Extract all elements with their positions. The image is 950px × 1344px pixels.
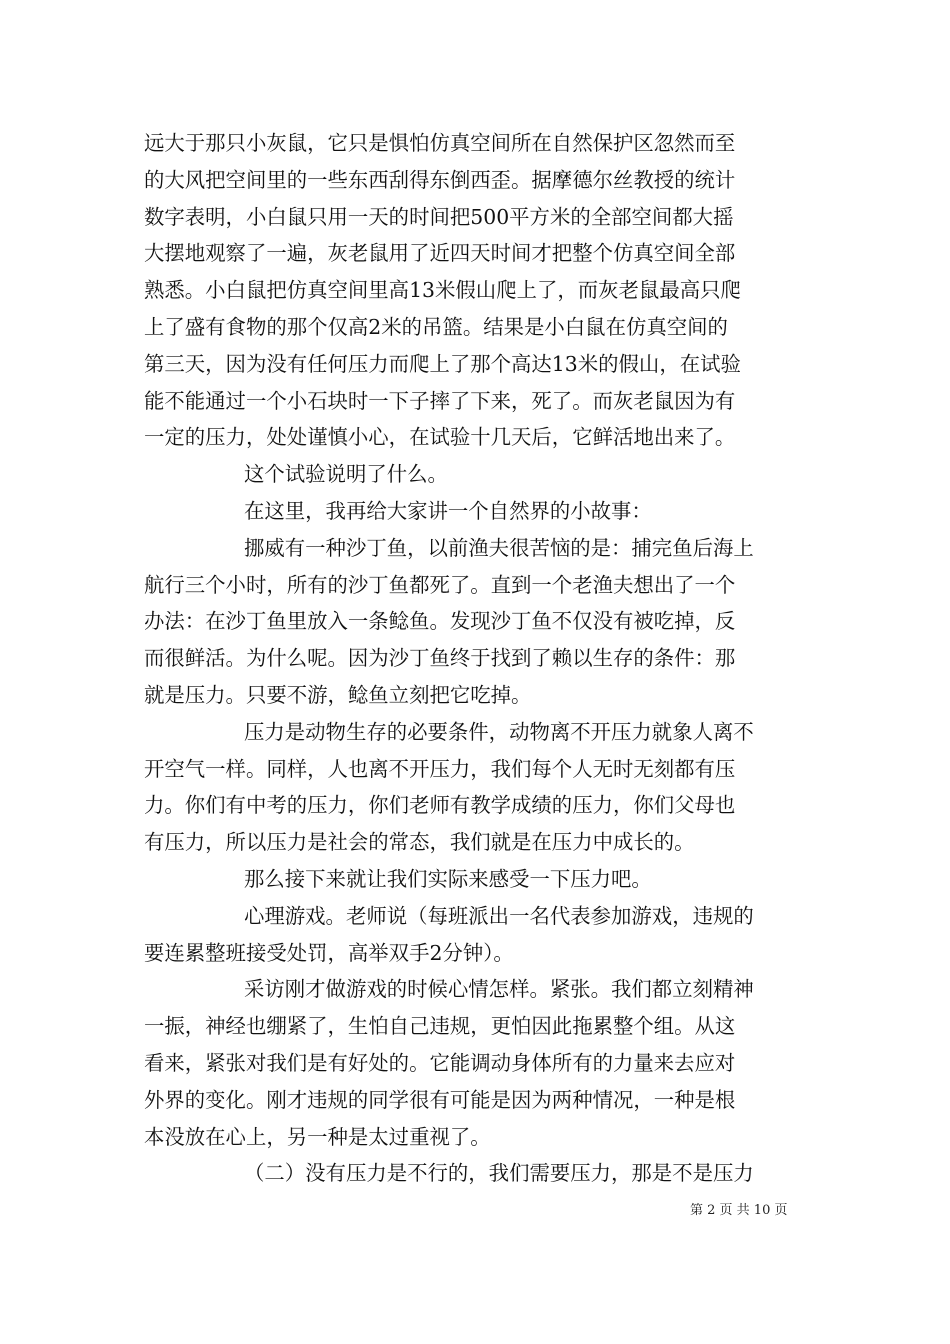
text-line: 开空气一样。同样，人也离不开压力，我们每个人无时无刻都有压: [144, 756, 736, 781]
text-line: 数字表明，小白鼠只用一天的时间把500平方米的全部空间都大摇: [144, 204, 734, 229]
text-line: 外界的变化。刚才违规的同学很有可能是因为两种情况，一种是根: [144, 1087, 736, 1112]
section-heading-line: （二）没有压力是不行的，我们需要压力，那是不是压力: [244, 1161, 754, 1186]
text-line: 一振，神经也绷紧了，生怕自己违规，更怕因此拖累整个组。从这: [144, 1014, 736, 1039]
text-line: 本没放在心上，另一种是太过重视了。: [144, 1124, 491, 1149]
text-line: 远大于那只小灰鼠，它只是惧怕仿真空间所在自然保护区忽然而至: [144, 131, 736, 155]
text-line: 有压力，所以压力是社会的常态，我们就是在压力中成长的。: [144, 830, 695, 855]
text-line: 熟悉。小白鼠把仿真空间里高13米假山爬上了，而灰老鼠最高只爬: [144, 278, 741, 303]
text-line: 上了盛有食物的那个仅高2米的吊篮。结果是小白鼠在仿真空间的: [144, 314, 728, 339]
paragraph-start-line: 压力是动物生存的必要条件，动物离不开压力就象人离不: [244, 719, 754, 744]
paragraph-start-line: 在这里，我再给大家讲一个自然界的小故事：: [244, 498, 652, 523]
text-line: 航行三个小时，所有的沙丁鱼都死了。直到一个老渔夫想出了一个: [144, 572, 736, 597]
paragraph-start-line: 挪威有一种沙丁鱼，以前渔夫很苦恼的是：捕完鱼后海上: [244, 535, 754, 560]
page-number-footer: 第 2 页 共 10 页: [690, 1203, 788, 1218]
paragraph-start-line: 那么接下来就让我们实际来感受一下压力吧。: [244, 866, 652, 891]
text-line: 一定的压力，处处谨慎小心，在试验十几天后，它鲜活地出来了。: [144, 425, 736, 450]
paragraph-start-line: 心理游戏。老师说（每班派出一名代表参加游戏，违规的: [244, 903, 754, 928]
text-line: 办法：在沙丁鱼里放入一条鲶鱼。发现沙丁鱼不仅没有被吃掉，反: [144, 609, 736, 634]
text-line: 的大风把空间里的一些东西刮得东倒西歪。据摩德尔丝教授的统计: [144, 167, 736, 192]
paragraph-start-line: 这个试验说明了什么。: [244, 462, 448, 487]
paragraph-start-line: 采访刚才做游戏的时候心情怎样。紧张。我们都立刻精神: [244, 977, 754, 1002]
text-line: 要连累整班接受处罚，高举双手2分钟）。: [144, 940, 514, 965]
body-text: [144, 125, 810, 1192]
text-line: 能不能通过一个小石块时一下子摔了下来，死了。而灰老鼠因为有: [144, 388, 736, 413]
text-line: 大摆地观察了一遍，灰老鼠用了近四天时间才把整个仿真空间全部: [144, 241, 736, 266]
text-line: 就是压力。只要不游，鲶鱼立刻把它吃掉。: [144, 682, 532, 707]
text-line: 看来，紧张对我们是有好处的。它能调动身体所有的力量来去应对: [144, 1050, 736, 1075]
text-line: 而很鲜活。为什么呢。因为沙丁鱼终于找到了赖以生存的条件：那: [144, 646, 736, 671]
text-line: 力。你们有中考的压力，你们老师有教学成绩的压力，你们父母也: [144, 793, 736, 818]
text-line: 第三天，因为没有任何压力而爬上了那个高达13米的假山，在试验: [144, 351, 741, 376]
